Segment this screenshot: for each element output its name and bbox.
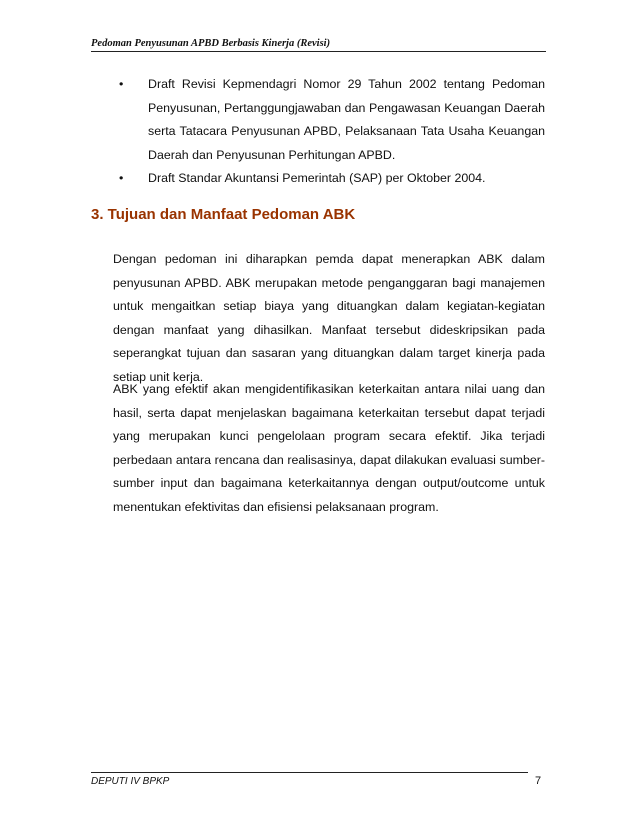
page-number: 7 xyxy=(535,775,542,787)
bullet-marker: • xyxy=(119,171,124,185)
section-heading: 3. Tujuan dan Manfaat Pedoman ABK xyxy=(91,206,356,223)
bullet-text: Draft Revisi Kepmendagri Nomor 29 Tahun 2002 tentang Pedoman Penyusunan, Pertanggungjawaban dan Pengawasan Keuangan Daerah serta Tatacara Penyusunan APBD, Pelaksanaan Tata Usaha Keuangan Daerah dan Penyusunan Perhitungan APBD. xyxy=(148,77,545,162)
footer-org-label: DEPUTI IV BPKP xyxy=(91,776,170,787)
list-item xyxy=(119,73,545,167)
footer-divider xyxy=(91,772,528,773)
bullet-text: Draft Standar Akuntansi Pemerintah (SAP) per Oktober 2004. xyxy=(148,171,486,185)
bullet-list xyxy=(119,73,545,191)
paragraph: ABK yang efektif akan mengidentifikasikan keterkaitan antara nilai uang dan hasil, serta dapat menjelaskan bagaimana keterkaitan tersebut dapat terjadi yang merupakan kunci pengelolaan program secara efektif. Jika terjadi perbedaan antara rencana dan realisasinya, dapat dilakukan evaluasi sumber-sumber input dan bagaimana keterkaitannya dengan output/outcome untuk menentukan efektivitas dan efisiensi pelaksanaan program. xyxy=(113,382,545,514)
page-header: Pedoman Penyusunan APBD Berbasis Kinerja (Revisi) xyxy=(91,38,546,52)
bullet-marker: • xyxy=(119,77,124,91)
paragraph: Dengan pedoman ini diharapkan pemda dapat menerapkan ABK dalam penyusunan APBD. ABK merupakan metode penganggaran bagi manajemen untuk mengaitkan setiap biaya yang dituangkan dalam kegiatan-kegiatan dengan manfaat yang dihasilkan. Manfaat tersebut dideskripsikan pada seperangkat tujuan dan sasaran yang dituangkan dalam target kinerja pada setiap unit kerja. xyxy=(113,252,545,384)
list-item xyxy=(119,167,545,191)
